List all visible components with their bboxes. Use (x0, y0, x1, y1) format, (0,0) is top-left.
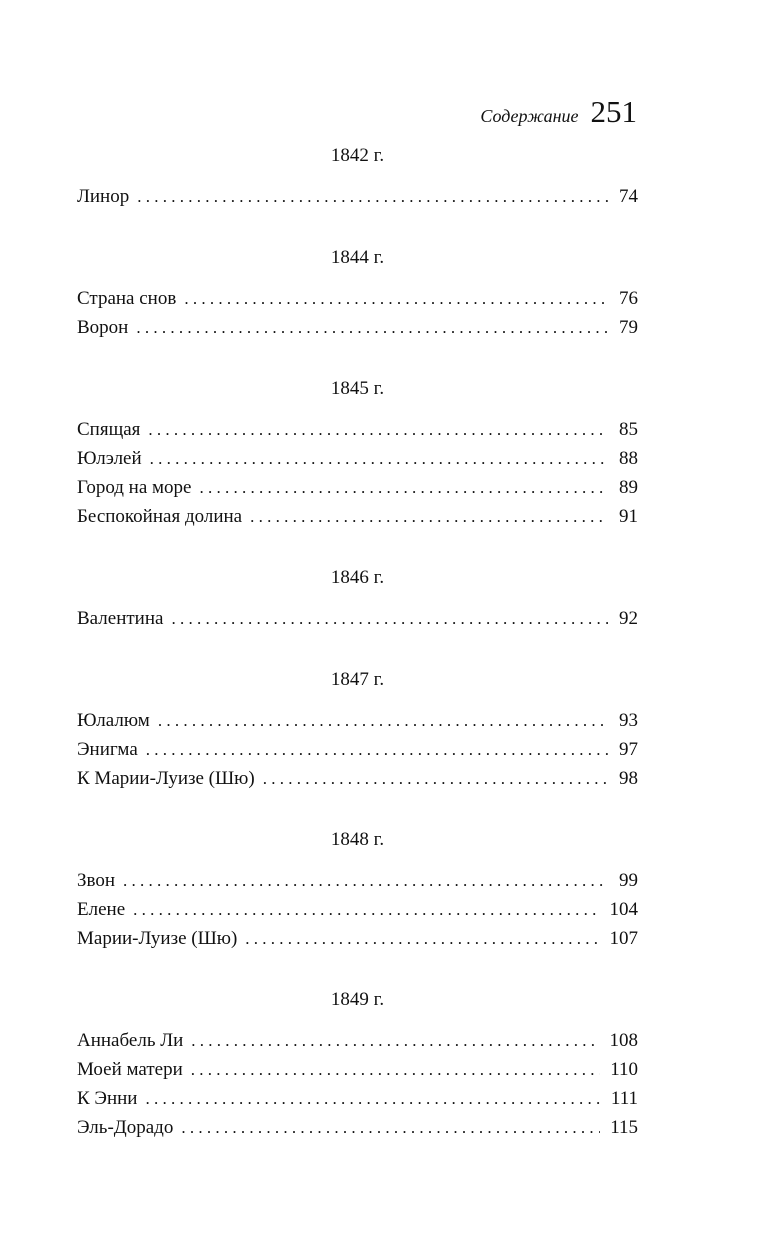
section-year: 1842 г. (330, 145, 385, 166)
toc-entry (77, 924, 638, 953)
dot-leader (150, 444, 608, 473)
page-number: 251 (590, 94, 637, 129)
entry-title: Елене (77, 899, 126, 920)
entry-title: К Энни (77, 1088, 138, 1109)
dot-leader (148, 415, 608, 444)
entry-title: Ворон (77, 317, 129, 338)
dot-leader (245, 924, 599, 953)
dot-leader (123, 866, 608, 895)
entry-title: Моей матери (77, 1059, 183, 1080)
entry-title: К Марии-Луизе (Шю) (77, 768, 255, 789)
dot-leader (263, 764, 608, 793)
dot-leader (158, 706, 608, 735)
toc-entry (77, 764, 638, 793)
entry-page: 110 (610, 1059, 638, 1080)
entry-title: Эль-Дорадо (77, 1117, 174, 1138)
toc-entry (77, 1113, 638, 1142)
toc-entry (77, 604, 638, 633)
entry-title: Спящая (77, 419, 141, 440)
toc-entry (77, 735, 638, 764)
dot-leader (171, 604, 608, 633)
entry-page: 93 (619, 710, 638, 731)
entry-page: 99 (619, 870, 638, 891)
entry-page: 76 (619, 288, 638, 309)
entry-page: 104 (609, 899, 638, 920)
toc-section-1846 (77, 565, 638, 633)
dot-leader (184, 284, 608, 313)
toc-section-1844 (77, 245, 638, 342)
dot-leader (250, 502, 608, 531)
entry-page: 74 (619, 186, 638, 207)
toc-section-1847 (77, 667, 638, 793)
toc-entry (77, 866, 638, 895)
section-year: 1846 г. (330, 567, 385, 588)
dot-leader (191, 1055, 600, 1084)
entry-title: Город на море (77, 477, 192, 498)
toc-entry (77, 444, 638, 473)
entry-page: 91 (619, 506, 638, 527)
toc-section-1845 (77, 376, 638, 531)
entry-page: 115 (610, 1117, 638, 1138)
table-of-contents (77, 143, 638, 1142)
section-year: 1848 г. (330, 829, 385, 850)
entry-page: 79 (619, 317, 638, 338)
section-year: 1847 г. (330, 669, 385, 690)
entry-page: 89 (619, 477, 638, 498)
dot-leader (145, 1084, 600, 1113)
entry-title: Аннабель Ли (77, 1030, 184, 1051)
entry-page: 88 (619, 448, 638, 469)
dot-leader (137, 182, 608, 211)
entry-page: 111 (610, 1088, 638, 1109)
entry-title: Звон (77, 870, 116, 891)
toc-entry (77, 313, 638, 342)
dot-leader (136, 313, 608, 342)
entry-page: 98 (619, 768, 638, 789)
entry-title: Энигма (77, 739, 138, 760)
entry-title: Юлэлей (77, 448, 142, 469)
toc-entry (77, 182, 638, 211)
entry-title: Беспокойная долина (77, 506, 243, 527)
entry-page: 107 (609, 928, 638, 949)
entry-page: 97 (619, 739, 638, 760)
toc-entry (77, 1055, 638, 1084)
entry-page: 92 (619, 608, 638, 629)
dot-leader (146, 735, 608, 764)
toc-entry (77, 284, 638, 313)
running-head (480, 96, 637, 127)
toc-entry (77, 1026, 638, 1055)
section-year: 1844 г. (330, 247, 385, 268)
toc-entry (77, 473, 638, 502)
dot-leader (133, 895, 599, 924)
toc-entry (77, 895, 638, 924)
toc-entry (77, 1084, 638, 1113)
toc-entry (77, 502, 638, 531)
toc-entry (77, 706, 638, 735)
dot-leader (181, 1113, 600, 1142)
running-title: Содержание (480, 106, 579, 126)
entry-page: 108 (609, 1030, 638, 1051)
section-year: 1849 г. (330, 989, 385, 1010)
entry-title: Линор (77, 186, 130, 207)
toc-section-1842 (77, 143, 638, 211)
section-year: 1845 г. (330, 378, 385, 399)
dot-leader (200, 473, 609, 502)
entry-title: Страна снов (77, 288, 177, 309)
toc-section-1849 (77, 987, 638, 1142)
entry-title: Юлалюм (77, 710, 150, 731)
toc-section-1848 (77, 827, 638, 953)
toc-entry (77, 415, 638, 444)
entry-page: 85 (619, 419, 638, 440)
dot-leader (191, 1026, 599, 1055)
entry-title: Валентина (77, 608, 164, 629)
entry-title: Марии-Луизе (Шю) (77, 928, 238, 949)
